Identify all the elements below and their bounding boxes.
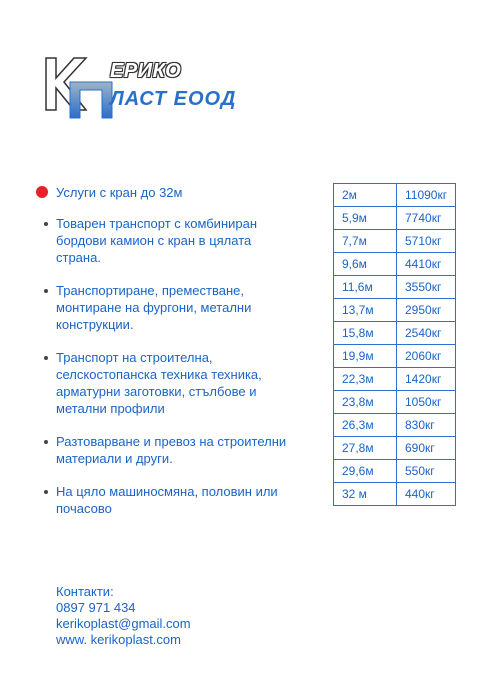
reach-cell: 32 м xyxy=(334,483,397,505)
bullet-icon xyxy=(44,222,48,226)
reach-cell: 5,9м xyxy=(334,207,397,229)
load-cell: 3550кг xyxy=(405,280,442,294)
load-cell: 1050кг xyxy=(405,395,442,409)
table-row xyxy=(334,276,455,299)
table-row xyxy=(334,207,455,230)
list-item xyxy=(36,483,298,517)
load-cell: 1420кг xyxy=(405,372,442,386)
load-cell: 4410кг xyxy=(405,257,442,271)
service-text: На цяло машиносмяна, половин или почасово xyxy=(56,484,278,516)
bullet-icon xyxy=(44,289,48,293)
service-text: Транспортиране, преместване, монтиране на фургони, метални конструкции. xyxy=(56,283,252,332)
red-bullet-icon xyxy=(36,186,48,198)
services-heading-text: Услуги с кран до 32м xyxy=(56,185,183,200)
list-item xyxy=(36,349,298,417)
table-row xyxy=(334,391,455,414)
reach-cell: 15,8м xyxy=(334,322,397,344)
load-cell: 2060кг xyxy=(405,349,442,363)
reach-cell: 27,8м xyxy=(334,437,397,459)
load-cell: 5710кг xyxy=(405,234,442,248)
company-logo xyxy=(40,52,260,124)
reach-cell: 29,6м xyxy=(334,460,397,482)
reach-cell: 2м xyxy=(334,184,397,206)
load-cell: 7740кг xyxy=(405,211,442,225)
load-cell: 2950кг xyxy=(405,303,442,317)
contact-website[interactable]: www. kerikoplast.com xyxy=(56,632,181,647)
reach-cell: 22,3м xyxy=(334,368,397,390)
service-text: Товарен транспорт с комбиниран бордови камион с кран в цялата страна. xyxy=(56,216,258,265)
reach-cell: 19,9м xyxy=(334,345,397,367)
reach-cell: 7,7м xyxy=(334,230,397,252)
contact-email[interactable]: kerikoplast@gmail.com xyxy=(56,616,191,631)
table-row xyxy=(334,184,455,207)
contact-phone[interactable]: 0897 971 434 xyxy=(56,600,136,615)
contacts-block xyxy=(56,584,191,648)
table-row xyxy=(334,483,455,505)
service-text: Транспорт на строителна, селскостопанска техника техника, арматурни заготовки, стълбове и метални профили xyxy=(56,350,262,416)
bullet-icon xyxy=(44,356,48,360)
table-row xyxy=(334,414,455,437)
load-cell: 2540кг xyxy=(405,326,442,340)
load-cell: 830кг xyxy=(405,418,435,432)
load-cell: 690кг xyxy=(405,441,435,455)
table-row xyxy=(334,368,455,391)
load-cell: 11090кг xyxy=(405,188,448,202)
load-cell: 550кг xyxy=(405,464,435,478)
table-row xyxy=(334,299,455,322)
table-row xyxy=(334,460,455,483)
contacts-heading: Контакти: xyxy=(56,584,114,599)
reach-cell: 13,7м xyxy=(334,299,397,321)
table-row xyxy=(334,253,455,276)
logo-text-line2: ЛАСТ ЕООД xyxy=(110,88,237,110)
crane-capacity-table xyxy=(333,183,456,506)
service-text: Разтоварване и превоз на строителни материали и други. xyxy=(56,434,287,466)
table-row xyxy=(334,230,455,253)
table-row xyxy=(334,345,455,368)
reach-cell: 11,6м xyxy=(334,276,397,298)
reach-cell: 26,3м xyxy=(334,414,397,436)
reach-cell: 23,8м xyxy=(334,391,397,413)
bullet-icon xyxy=(44,440,48,444)
logo-text-line1: ЕРИКО xyxy=(110,60,182,82)
load-cell: 440кг xyxy=(405,487,435,501)
services-heading xyxy=(36,184,298,201)
table-row xyxy=(334,322,455,345)
logo-mark-icon xyxy=(40,52,120,124)
list-item xyxy=(36,433,298,467)
list-item xyxy=(36,215,298,266)
bullet-icon xyxy=(44,490,48,494)
services-list xyxy=(36,184,298,533)
list-item xyxy=(36,282,298,333)
reach-cell: 9,6м xyxy=(334,253,397,275)
table-row xyxy=(334,437,455,460)
